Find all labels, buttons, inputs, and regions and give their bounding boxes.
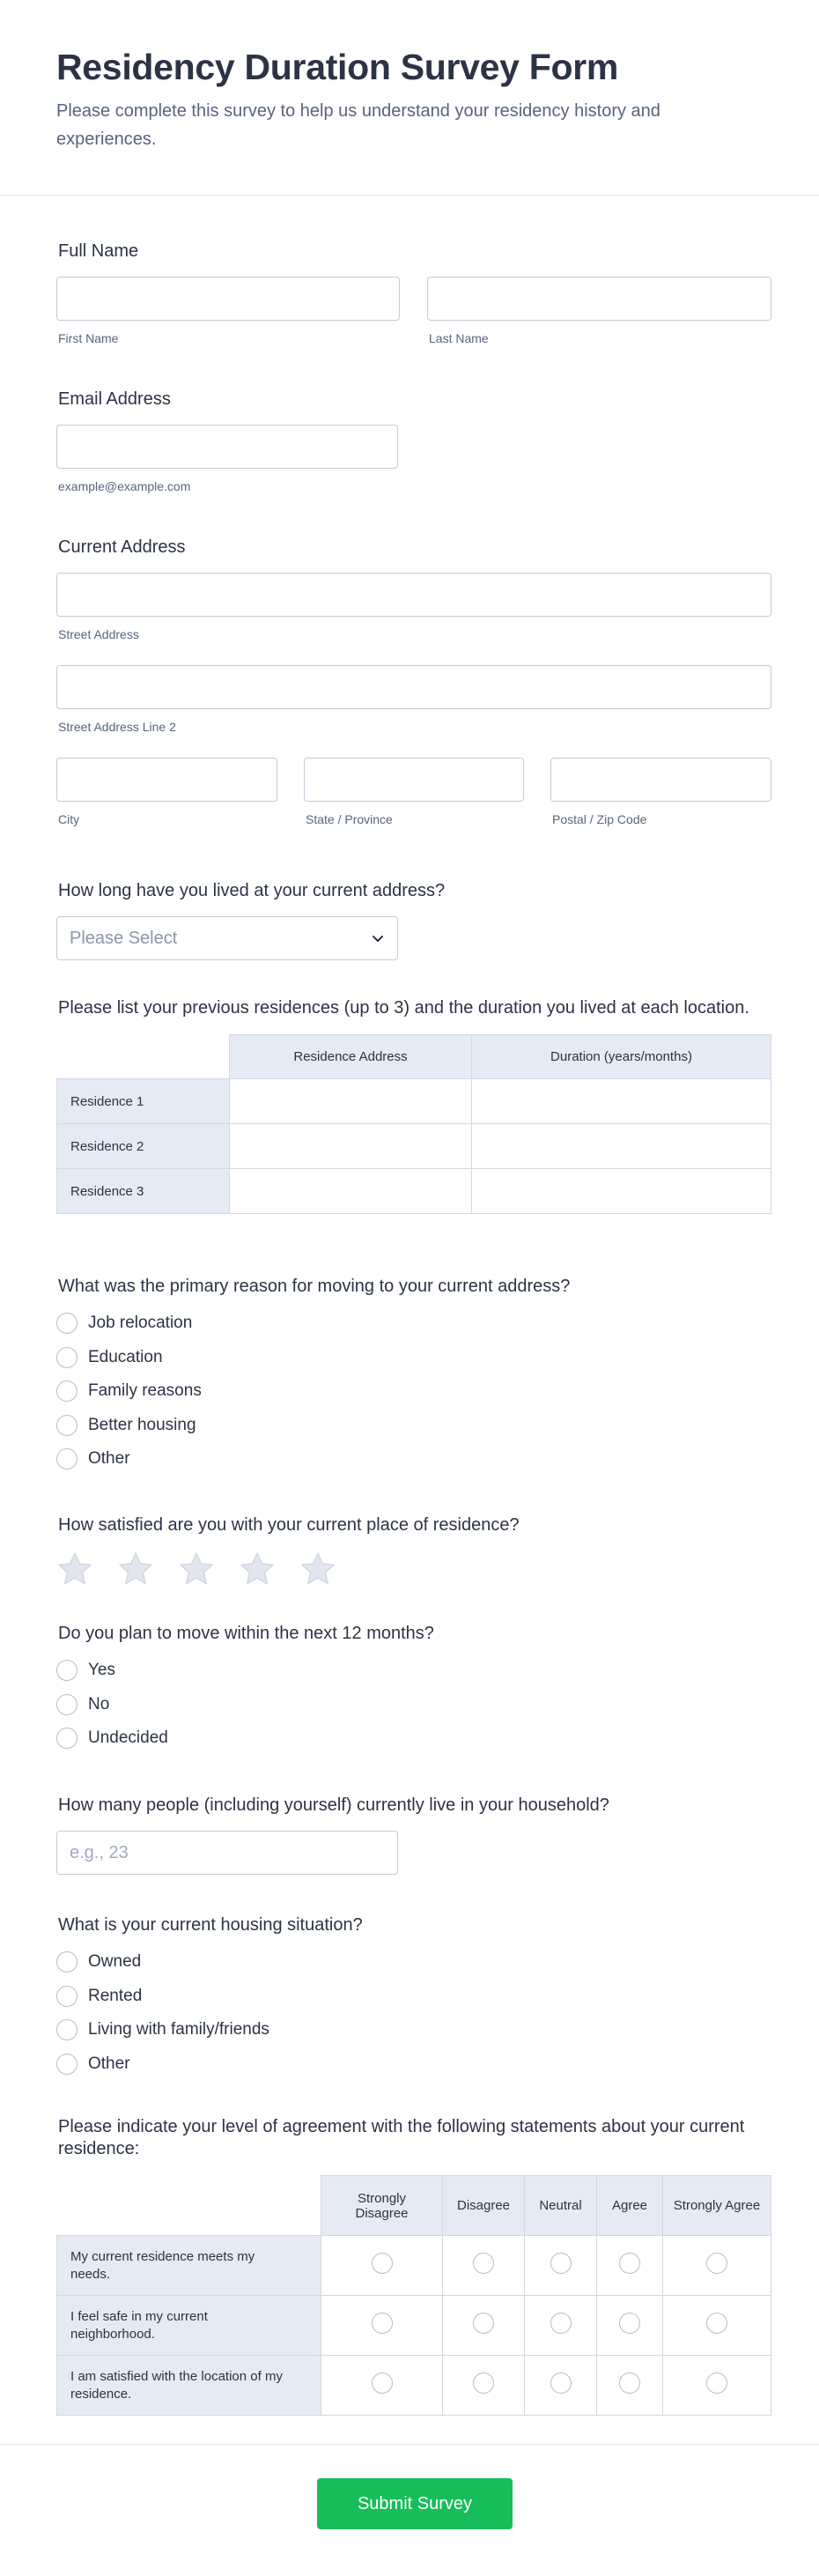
radio-label: Education [88,1347,163,1366]
row-header: My current residence meets my needs. [57,2236,321,2296]
star-icon[interactable] [239,1551,276,1588]
column-header: Strongly Agree [663,2176,771,2236]
radio-option[interactable] [56,1688,771,1722]
zip-sublabel: Postal / Zip Code [552,812,647,826]
household-placeholder: e.g., 23 [70,1843,129,1862]
email-sublabel: example@example.com [58,479,191,493]
satisfaction-label: How satisfied are you with your current place of residence? [58,1515,520,1535]
duration-label: How long have you lived at your current address? [58,881,446,900]
radio-option[interactable] [56,1654,771,1688]
radio-button[interactable] [706,2372,727,2394]
last-name-sublabel: Last Name [429,331,489,345]
street-address-sublabel: Street Address [58,627,139,641]
radio-button[interactable] [372,2372,393,2394]
row-header: I feel safe in my current neighborhood. [57,2296,321,2356]
radio-button[interactable] [56,1347,77,1368]
star-icon[interactable] [178,1551,215,1588]
housing-question [56,1913,771,2081]
radio-button[interactable] [56,2054,77,2075]
form-subtitle: Please complete this survey to help us understand your residency history and experiences. [56,101,660,149]
radio-button[interactable] [56,1986,77,2007]
radio-label: Undecided [88,1728,168,1748]
residence-address-cell[interactable] [230,1124,472,1169]
email-label: Email Address [58,389,171,409]
row-header: I am satisfied with the location of my residence. [57,2356,321,2416]
row-header: Residence 3 [57,1169,230,1214]
residence-address-cell[interactable] [230,1169,472,1214]
agreement-label: Please indicate your level of agreement with the following statements about your current residence: [58,2117,745,2158]
star-icon[interactable] [56,1551,93,1588]
previous-residences-question [56,997,771,1214]
radio-button[interactable] [56,1660,77,1681]
star-icon[interactable] [117,1551,154,1588]
radio-button[interactable] [56,1381,77,1402]
radio-button[interactable] [550,2313,572,2334]
radio-label: Better housing [88,1415,196,1434]
email-field[interactable] [56,425,398,469]
radio-label: Other [88,1449,130,1469]
city-input[interactable] [56,758,277,802]
radio-button[interactable] [372,2313,393,2334]
radio-button[interactable] [706,2253,727,2274]
radio-button[interactable] [550,2372,572,2394]
email-question [56,388,771,493]
radio-option[interactable] [56,1980,771,2014]
table-row [57,1169,771,1214]
radio-label: Living with family/friends [88,2020,269,2039]
last-name-input[interactable] [427,277,771,321]
form-footer [0,2444,819,2576]
radio-button[interactable] [56,1313,77,1334]
duration-cell[interactable] [472,1079,771,1124]
duration-cell[interactable] [472,1169,771,1214]
moving-reason-question [56,1275,771,1477]
radio-button[interactable] [473,2253,494,2274]
radio-option[interactable] [56,2047,771,2082]
duration-select[interactable] [56,916,398,960]
radio-button[interactable] [619,2372,640,2394]
household-count-input[interactable] [56,1831,398,1875]
form-title: Residency Duration Survey Form [56,47,619,87]
column-header: Duration (years/months) [472,1035,771,1079]
radio-button[interactable] [619,2253,640,2274]
submit-button[interactable]: Submit Survey [317,2478,513,2529]
radio-label: No [88,1694,110,1714]
radio-option[interactable] [56,1307,771,1341]
first-name-sublabel: First Name [58,331,119,345]
household-label: How many people (including yourself) currently live in your household? [58,1795,609,1815]
radio-button[interactable] [56,1694,77,1715]
address-question [56,536,771,826]
street-address-line2-input[interactable] [56,665,771,709]
street-address-line2-sublabel: Street Address Line 2 [58,720,176,734]
duration-question [56,879,771,960]
radio-option[interactable] [56,2013,771,2047]
state-input[interactable] [304,758,524,802]
radio-option[interactable] [56,1374,771,1409]
first-name-input[interactable] [56,277,400,321]
housing-label: What is your current housing situation? [58,1915,363,1935]
column-header: Neutral [525,2176,597,2236]
zip-input[interactable] [550,758,771,802]
residence-address-cell[interactable] [230,1079,472,1124]
radio-option[interactable] [56,1945,771,1980]
row-header: Residence 2 [57,1124,230,1169]
duration-cell[interactable] [472,1124,771,1169]
form-header [0,0,819,196]
address-label: Current Address [58,537,186,557]
row-header: Residence 1 [57,1079,230,1124]
radio-option[interactable] [56,1721,771,1756]
housing-options [56,1945,771,2081]
radio-label: Rented [88,1986,143,2005]
radio-button[interactable] [473,2313,494,2334]
radio-option[interactable] [56,1409,771,1443]
radio-label: Yes [88,1661,115,1680]
radio-button[interactable] [56,1951,77,1973]
state-sublabel: State / Province [306,812,393,826]
table-row [57,1079,771,1124]
radio-button[interactable] [56,1728,77,1749]
radio-button[interactable] [619,2313,640,2334]
moving-reason-options [56,1307,771,1477]
agreement-question [56,2116,771,2416]
satisfaction-question [56,1514,771,1588]
column-header: Strongly Disagree [321,2176,443,2236]
radio-option[interactable] [56,1341,771,1375]
radio-button[interactable] [706,2313,727,2334]
column-header: Agree [597,2176,663,2236]
move-plan-label: Do you plan to move within the next 12 months? [58,1624,434,1643]
radio-button[interactable] [550,2253,572,2274]
star-icon[interactable] [299,1551,336,1588]
full-name-label: Full Name [58,241,139,261]
radio-label: Family reasons [88,1381,202,1401]
radio-button[interactable] [473,2372,494,2394]
moving-reason-label: What was the primary reason for moving to your current address? [58,1277,571,1296]
previous-residences-label: Please list your previous residences (up to 3) and the duration you lived at each location. [58,998,749,1018]
radio-label: Other [88,2054,130,2073]
radio-button[interactable] [56,2019,77,2040]
household-question [56,1794,771,1875]
agreement-matrix [56,2175,771,2416]
chevron-down-icon [369,929,387,947]
radio-option[interactable] [56,1442,771,1477]
radio-button[interactable] [56,1415,77,1436]
table-row [57,2356,771,2416]
column-header: Residence Address [230,1035,472,1079]
table-row [57,2236,771,2296]
table-row [57,2296,771,2356]
previous-residences-table [56,1034,771,1214]
move-plan-question [56,1622,771,1756]
radio-button[interactable] [372,2253,393,2274]
star-rating [56,1551,771,1588]
duration-select-placeholder: Please Select [70,929,178,948]
radio-button[interactable] [56,1448,77,1469]
full-name-question [56,240,771,345]
move-plan-options [56,1654,771,1756]
radio-label: Job relocation [88,1314,193,1333]
column-header: Disagree [443,2176,525,2236]
table-row [57,1124,771,1169]
street-address-input[interactable] [56,573,771,617]
radio-label: Owned [88,1952,142,1972]
city-sublabel: City [58,812,80,826]
